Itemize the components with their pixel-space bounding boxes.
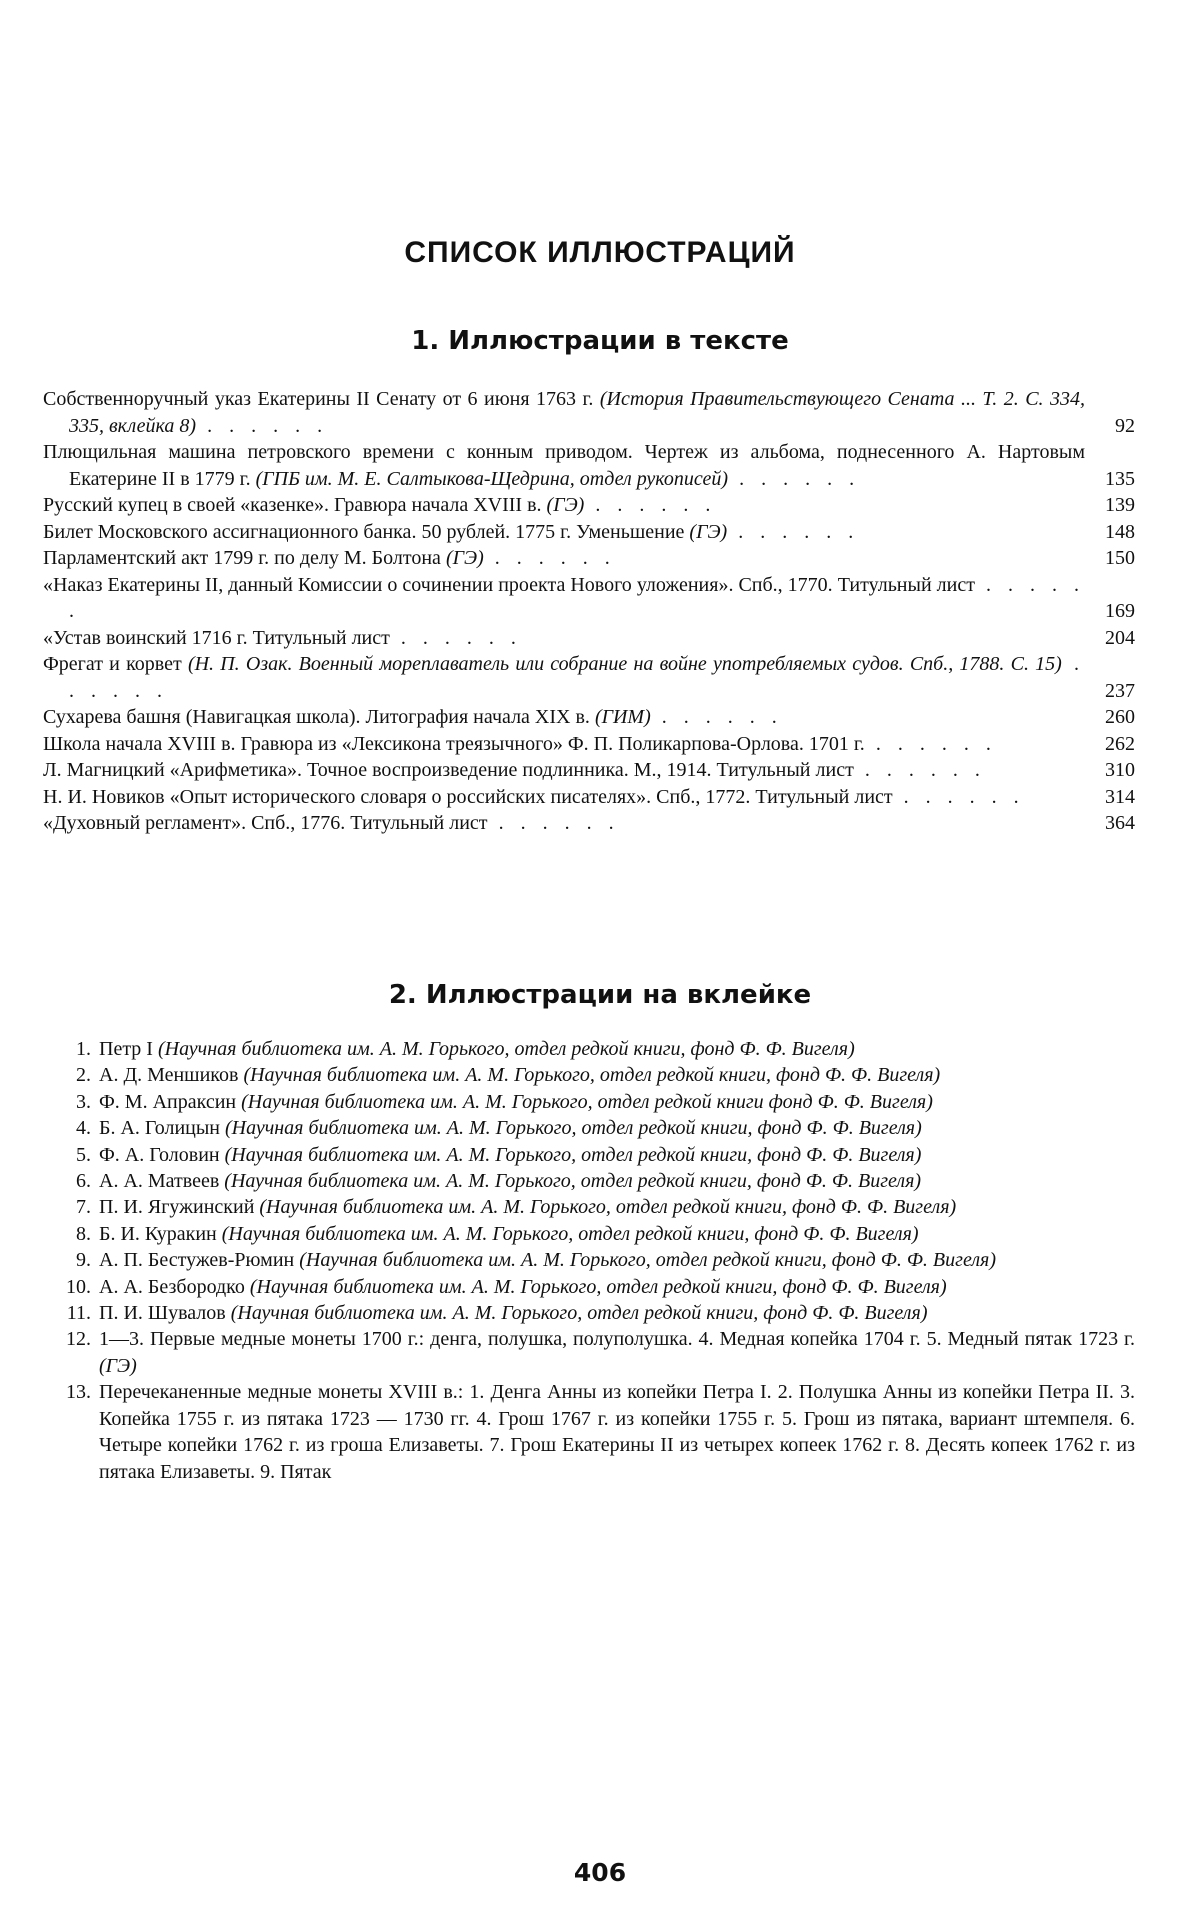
leader-dots: . . . . . .	[69, 573, 1085, 622]
entry-text: Плющильная машина петровского времени с конным приводом. Чертеж из альбома, поднесенного А. Нартовым Екатерине II в 1779 г.	[43, 441, 1085, 490]
list-item	[43, 1142, 1135, 1168]
leader-dots: . . . . . .	[892, 785, 1025, 808]
item-source: (Научная библиотека им. А. М. Горького, отдел редкой книги, фонд Ф. Ф. Вигеля)	[157, 1038, 855, 1060]
entry-text: Н. И. Новиков «Опыт исторического словаря о российских писателях». Спб., 1772. Титульный лист	[43, 785, 893, 808]
item-description	[99, 1194, 1135, 1220]
leader-dots: . . . . . .	[727, 520, 860, 543]
entry-text: Школа начала XVIII в. Гравюра из «Лексикона треязычного» Ф. П. Поликарпова-Орлова. 1701 г.	[43, 732, 865, 755]
item-text: А. А. Матвеев	[99, 1170, 220, 1193]
list-item	[43, 386, 1135, 439]
entry-text: «Духовный регламент». Спб., 1776. Титульный лист	[43, 812, 488, 834]
leader-dots: . . . . . .	[650, 706, 783, 728]
item-source: (Научная библиотека им. А. М. Горького, отдел редкой книги, фонд Ф. Ф. Вигеля)	[230, 1302, 928, 1325]
item-source: (Научная библиотека им. А. М. Горького, отдел редкой книги, фонд Ф. Ф. Вигеля)	[224, 1170, 922, 1193]
item-description	[99, 1168, 1135, 1194]
entry-source: (История Правительствующего Сената ... Т. 2. С. 334, 335, вклейка 8)	[69, 388, 1085, 437]
item-text: А. А. Безбородко	[99, 1275, 245, 1298]
page-title: СПИСОК ИЛЛЮСТРАЦИЙ	[404, 236, 796, 269]
entry-text: «Устав воинский 1716 г. Титульный лист	[43, 626, 390, 649]
item-text: Петр I	[99, 1038, 153, 1060]
entry-source: (ГЭ)	[689, 520, 728, 543]
item-description	[99, 1036, 1135, 1062]
leader-dots: . . . . . .	[389, 626, 522, 649]
list-item	[43, 810, 1135, 837]
item-number: 2.	[76, 1064, 91, 1087]
list-item	[43, 1089, 1135, 1115]
item-number: 6.	[76, 1170, 91, 1193]
list-item	[43, 1247, 1135, 1273]
entry-text: «Наказ Екатерины II, данный Комиссии о сочинении проекта Нового уложения». Спб., 1770. Титульный лист	[43, 573, 975, 596]
entry-text: Собственноручный указ Екатерины II Сенату от 6 июня 1763 г.	[43, 388, 594, 410]
item-number: 9.	[76, 1249, 91, 1272]
list-item	[43, 1326, 1135, 1379]
entry-page-number: 148	[1105, 520, 1135, 543]
entry-description	[43, 731, 1085, 758]
list-item	[43, 757, 1135, 784]
entry-text: Фрегат и корвет	[43, 653, 182, 675]
entry-page-number: 260	[1105, 706, 1135, 728]
leader-dots: . . . . . .	[853, 759, 986, 781]
entry-source: (ГЭ)	[445, 547, 484, 569]
entry-text: Л. Магницкий «Арифметика». Точное воспроизведение подлинника. М., 1914. Титульный лист	[43, 759, 854, 781]
item-number: 8.	[76, 1222, 91, 1245]
entry-page-number: 262	[1105, 732, 1135, 755]
entry-description	[43, 545, 1085, 572]
item-number: 1.	[76, 1038, 91, 1060]
list-item	[43, 492, 1135, 519]
item-description	[99, 1089, 1135, 1115]
page-number: 406	[573, 1858, 627, 1887]
entry-source: (Н. П. Озак. Военный мореплаватель или собрание на войне употребляемых судов. Спб., 1788. С. 15)	[187, 653, 1062, 675]
list-item	[43, 731, 1135, 758]
entry-page-number: 237	[1105, 679, 1135, 702]
list-item	[43, 1300, 1135, 1326]
list-item	[43, 704, 1135, 731]
entry-description	[43, 651, 1085, 704]
item-text: П. И. Шувалов	[99, 1302, 226, 1325]
entry-page-number: 139	[1105, 494, 1135, 516]
entry-page-number: 150	[1105, 547, 1135, 569]
entry-text: Парламентский акт 1799 г. по делу М. Болтона	[43, 547, 441, 569]
list-item	[43, 1274, 1135, 1300]
leader-dots: . . . . . .	[196, 414, 329, 437]
list-item	[43, 651, 1135, 704]
item-number: 3.	[76, 1090, 91, 1113]
item-text: Ф. М. Апраксин	[99, 1090, 237, 1113]
item-number: 10.	[66, 1275, 91, 1298]
item-description	[99, 1379, 1135, 1485]
entry-source: (ГПБ им. М. Е. Салтыкова-Щедрина, отдел рукописей)	[255, 467, 729, 490]
entry-page-number: 310	[1105, 759, 1135, 781]
item-description	[99, 1274, 1135, 1300]
entry-page-number: 364	[1105, 812, 1135, 834]
list-item	[43, 1221, 1135, 1247]
entry-page-number: 169	[1105, 600, 1135, 622]
entry-text: Сухарева башня (Навигацкая школа). Литография начала XIX в.	[43, 706, 590, 728]
entry-page-number: 204	[1105, 626, 1135, 649]
item-description	[99, 1221, 1135, 1247]
entry-page-number: 135	[1105, 467, 1135, 490]
item-number: 5.	[76, 1143, 91, 1166]
item-text: А. П. Бестужев-Рюмин	[99, 1249, 295, 1272]
list-item	[43, 1115, 1135, 1141]
item-source: (Научная библиотека им. А. М. Горького, отдел редкой книги фонд Ф. Ф. Вигеля)	[241, 1090, 933, 1113]
item-description	[99, 1300, 1135, 1326]
text-illustrations-list	[43, 386, 1135, 837]
item-text: Перечеканенные медные монеты XVIII в.: 1. Денга Анны из копейки Петра I. 2. Полушка Анны из копейки Петра II. 3. Копейка 1755 г. из пятака 1723 — 1730 гг. 4. Грош 1767 г. из копейки 1755 г. 5. Грош из пятака, вариант штемпеля. 6. Четыре копейки 1762 г. из гроша Елизаветы. 7. Грош Екатерины II из четырех копеек 1762 г. 8. Десять копеек 1762 г. из пятака Елизаветы. 9. Пятак	[99, 1381, 1135, 1483]
entry-description	[43, 704, 1085, 731]
list-item	[43, 784, 1135, 811]
entry-description	[43, 810, 1085, 837]
list-item	[43, 545, 1135, 572]
entry-page-number: 314	[1105, 785, 1135, 808]
item-description	[99, 1115, 1135, 1141]
entry-description	[43, 625, 1085, 652]
entry-description	[43, 492, 1085, 519]
item-text: 1—3. Первые медные монеты 1700 г.: денга, полушка, полуполушка. 4. Медная копейка 1704 г. 5. Медный пятак 1723 г.	[99, 1328, 1135, 1351]
item-description	[99, 1062, 1135, 1088]
section-2-title: 2. Иллюстрации на вклейке	[388, 980, 812, 1010]
entry-description	[43, 757, 1085, 784]
leader-dots: . . . . . .	[728, 467, 861, 490]
item-source: (Научная библиотека им. А. М. Горького, отдел редкой книги, фонд Ф. Ф. Вигеля)	[225, 1117, 922, 1140]
list-item	[43, 519, 1135, 546]
entry-page-number: 92	[1115, 414, 1135, 437]
item-source: (Научная библиотека им. А. М. Горького, отдел редкой книги, фонд Ф. Ф. Вигеля)	[299, 1249, 997, 1272]
item-text: Ф. А. Головин	[99, 1143, 220, 1166]
leader-dots: . . . . . .	[584, 494, 717, 516]
item-text: Б. И. Куракин	[99, 1222, 217, 1245]
item-number: 4.	[76, 1117, 91, 1140]
list-item	[43, 1036, 1135, 1062]
entry-description	[43, 784, 1085, 811]
section-1-title: 1. Иллюстрации в тексте	[411, 326, 789, 356]
list-item	[43, 439, 1135, 492]
item-description	[99, 1326, 1135, 1379]
entry-source: (ГЭ)	[546, 494, 585, 516]
item-number: 7.	[76, 1196, 91, 1219]
entry-text: Билет Московского ассигнационного банка. 50 рублей. 1775 г. Уменьшение	[43, 520, 685, 543]
item-source: (Научная библиотека им. А. М. Горького, отдел редкой книги, фонд Ф. Ф. Вигеля)	[249, 1275, 947, 1298]
item-description	[99, 1142, 1135, 1168]
leader-dots: . . . . . .	[69, 653, 1085, 702]
list-item	[43, 1379, 1135, 1485]
list-item	[43, 1062, 1135, 1088]
item-source: (Научная библиотека им. А. М. Горького, отдел редкой книги, фонд Ф. Ф. Вигеля)	[221, 1222, 919, 1245]
item-source: (Научная библиотека им. А. М. Горького, отдел редкой книги, фонд Ф. Ф. Вигеля)	[243, 1064, 941, 1087]
entry-description	[43, 439, 1085, 492]
item-number: 12.	[66, 1328, 91, 1351]
leader-dots: . . . . . .	[483, 547, 616, 569]
entry-source: (ГИМ)	[594, 706, 651, 728]
item-source: (Научная библиотека им. А. М. Горького, отдел редкой книги, фонд Ф. Ф. Вигеля)	[224, 1143, 922, 1166]
entry-description	[43, 519, 1085, 546]
entry-text: Русский купец в своей «казенке». Гравюра начала XVIII в.	[43, 494, 542, 516]
item-text: П. И. Ягужинский	[99, 1196, 255, 1219]
item-text: А. Д. Меншиков	[99, 1064, 239, 1087]
entry-description	[43, 386, 1085, 439]
item-source: (Научная библиотека им. А. М. Горького, отдел редкой книги, фонд Ф. Ф. Вигеля)	[259, 1196, 957, 1219]
item-source: (ГЭ)	[99, 1354, 137, 1377]
list-item	[43, 572, 1135, 625]
leader-dots: . . . . . .	[864, 732, 997, 755]
list-item	[43, 625, 1135, 652]
list-item	[43, 1194, 1135, 1220]
inset-illustrations-list	[43, 1036, 1135, 1485]
item-number: 11.	[66, 1302, 91, 1325]
item-description	[99, 1247, 1135, 1273]
list-item	[43, 1168, 1135, 1194]
item-text: Б. А. Голицын	[99, 1117, 220, 1140]
entry-description	[43, 572, 1085, 625]
leader-dots: . . . . . .	[487, 812, 620, 834]
item-number: 13.	[66, 1381, 91, 1404]
